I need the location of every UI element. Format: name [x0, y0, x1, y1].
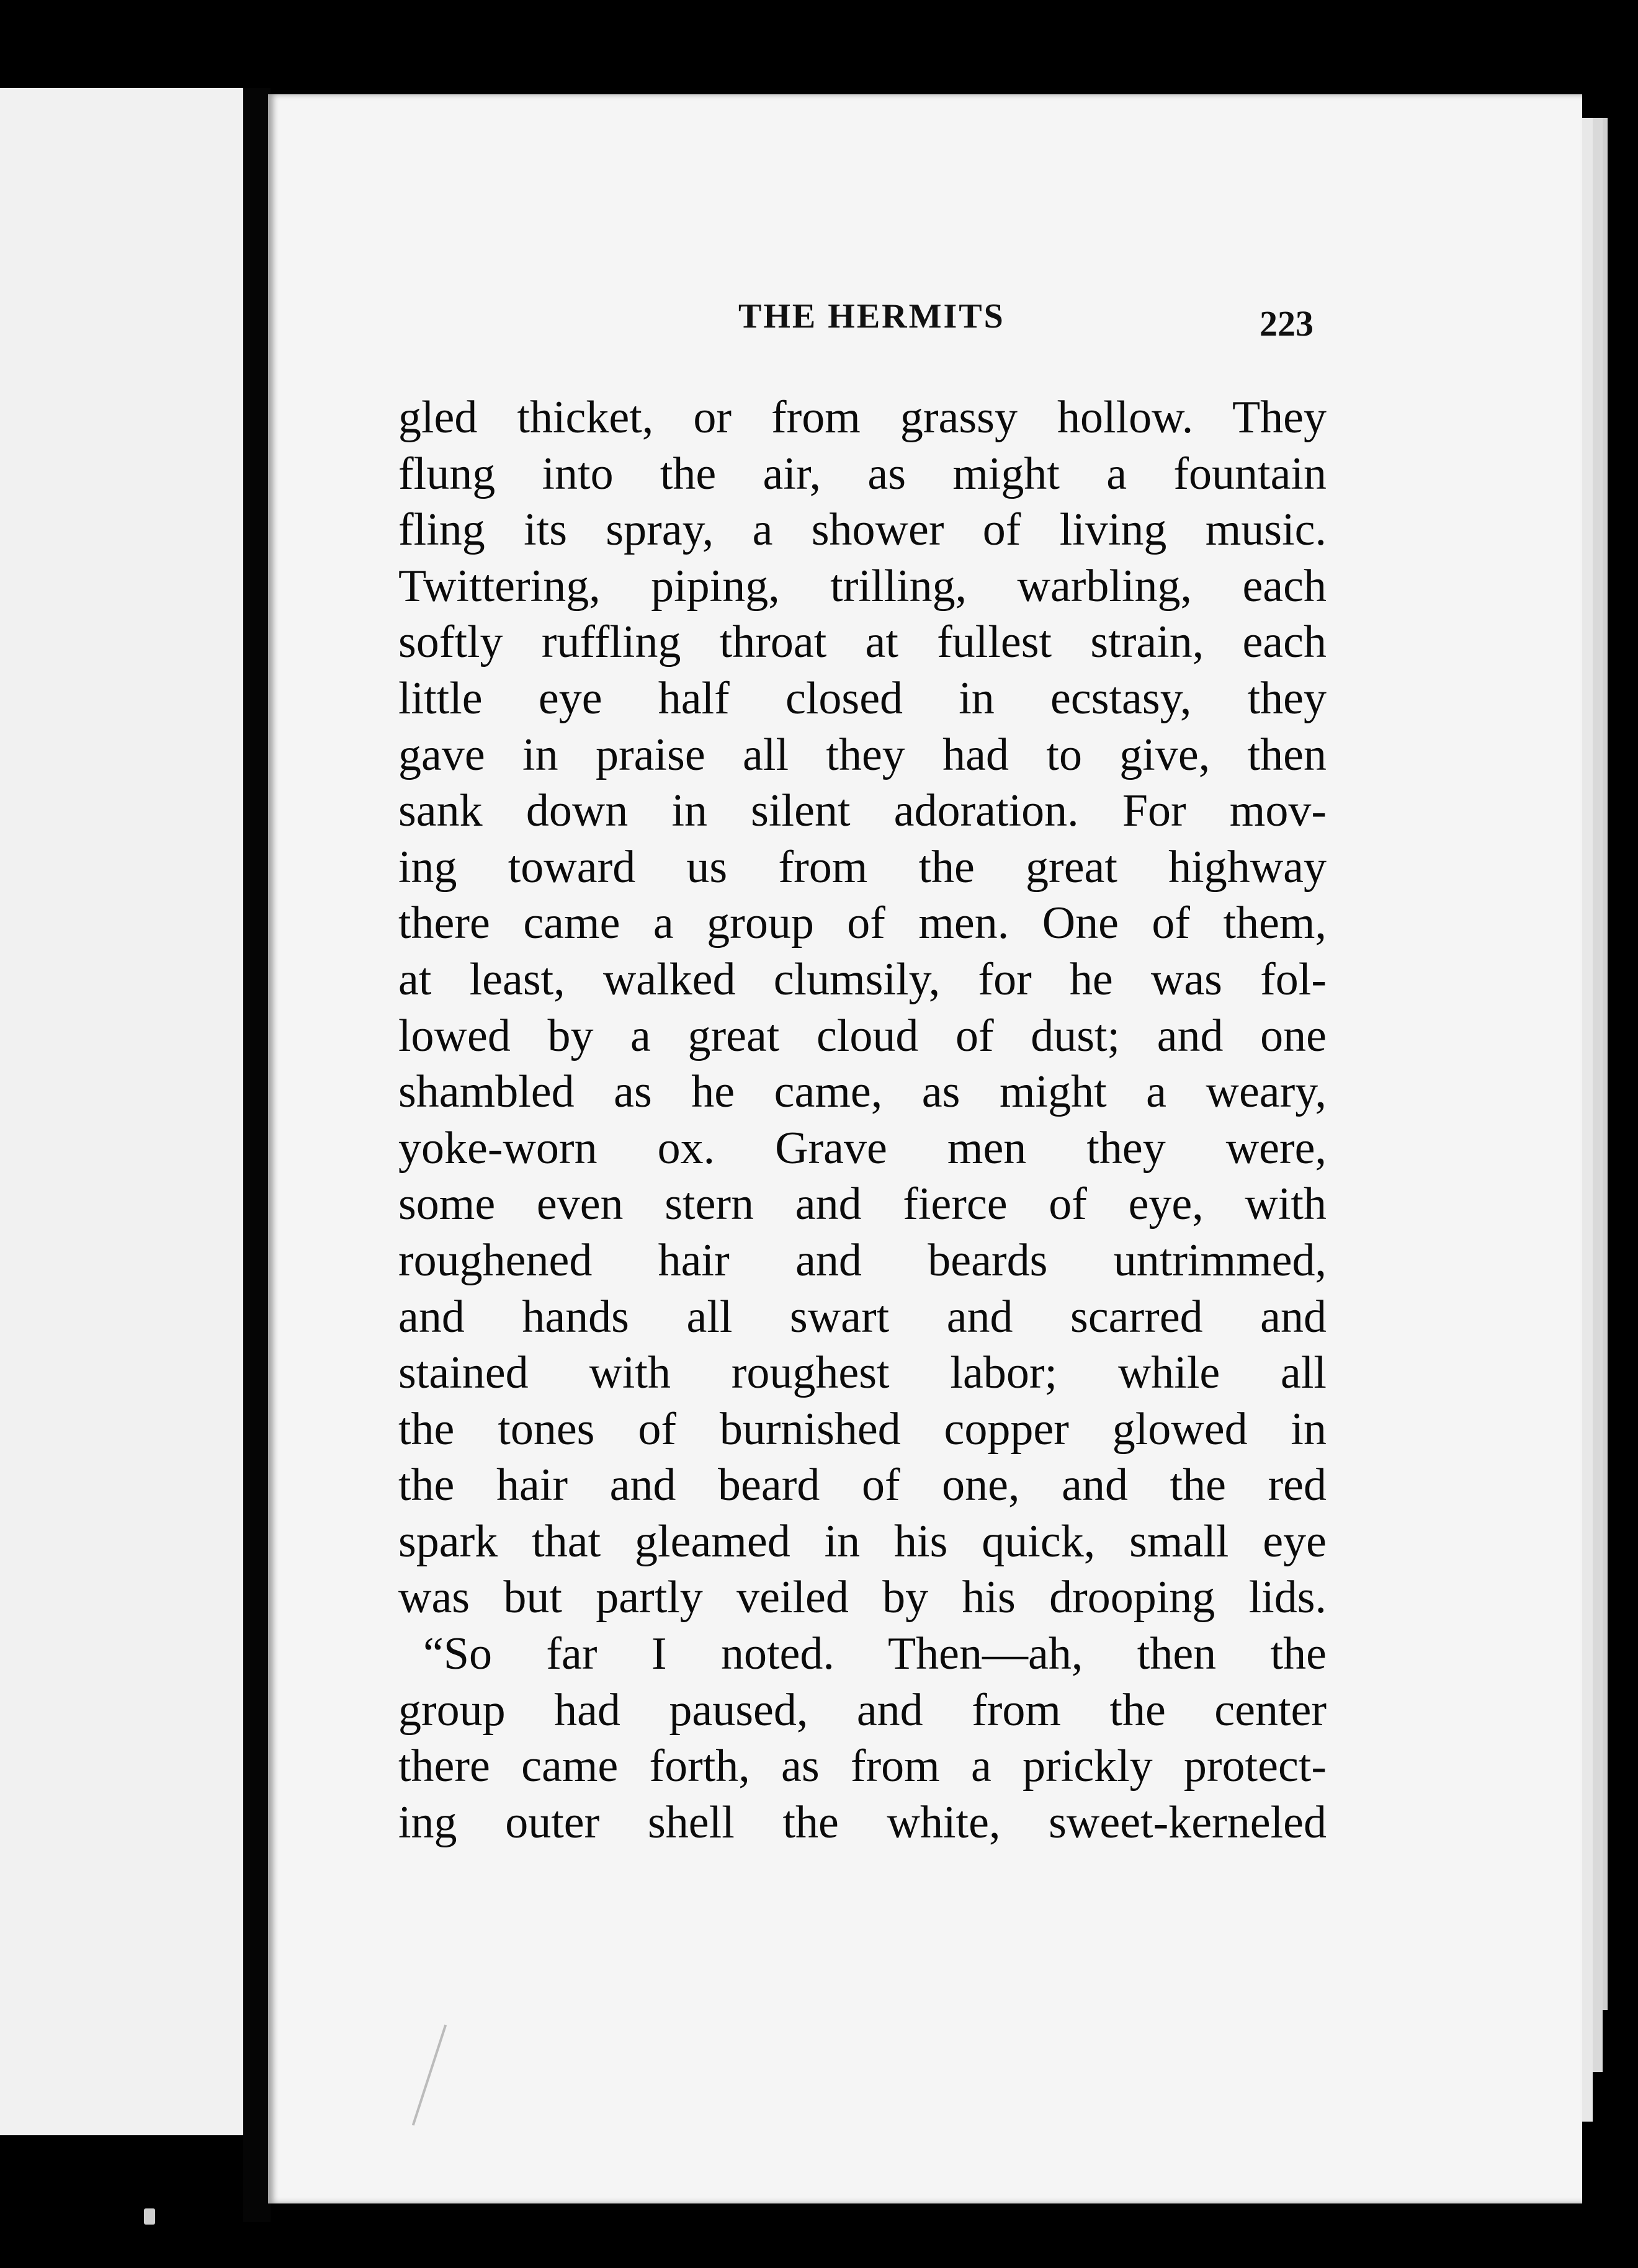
text-line: lowed by a great cloud of dust; and one [398, 1010, 1327, 1061]
text-line: little eye half closed in ecstasy, they [398, 672, 1327, 724]
text-line: ing outer shell the white, sweet-kerneled [398, 1797, 1327, 1848]
text-line: flung into the air, as might a fountain [398, 448, 1327, 499]
text-line: Twittering, piping, trilling, warbling, each [398, 560, 1327, 612]
text-line: gave in praise all they had to give, then [398, 729, 1327, 780]
text-line: gled thicket, or from grassy hollow. They [398, 392, 1327, 443]
text-line: at least, walked clumsily, for he was fol- [398, 953, 1327, 1005]
running-head: THE HERMITS [738, 297, 1005, 336]
text-line: group had paused, and from the center [398, 1684, 1327, 1736]
page-number: 223 [1260, 303, 1314, 344]
text-line: was but partly veiled by his drooping lids. [398, 1572, 1327, 1623]
text-line: fling its spray, a shower of living music. [398, 504, 1327, 556]
text-line: there came a group of men. One of them, [398, 898, 1327, 949]
text-line: spark that gleamed in his quick, small eye [398, 1516, 1327, 1567]
text-line: yoke-worn ox. Grave men they were, [398, 1122, 1327, 1174]
text-line: “So far I noted. Then—ah, then the [423, 1628, 1327, 1680]
text-line: some even stern and fierce of eye, with [398, 1179, 1327, 1230]
text-line: the tones of burnished copper glowed in [398, 1403, 1327, 1455]
text-line: there came forth, as from a prickly protect- [398, 1741, 1327, 1792]
text-line: softly ruffling throat at fullest strain, each [398, 617, 1327, 668]
text-line: sank down in silent adoration. For mov- [398, 785, 1327, 837]
text-line: the hair and beard of one, and the red [398, 1460, 1327, 1511]
facing-page-left [0, 88, 247, 2135]
paper-speck-mark [144, 2208, 155, 2225]
page-body-text [398, 390, 1327, 1851]
text-line: ing toward us from the great highway [398, 841, 1327, 893]
text-line: roughened hair and beards untrimmed, [398, 1234, 1327, 1286]
book-gutter [243, 88, 271, 2222]
text-line: stained with roughest labor; while all [398, 1347, 1327, 1399]
text-line: and hands all swart and scarred and [398, 1291, 1327, 1342]
text-line: shambled as he came, as might a weary, [398, 1066, 1327, 1118]
